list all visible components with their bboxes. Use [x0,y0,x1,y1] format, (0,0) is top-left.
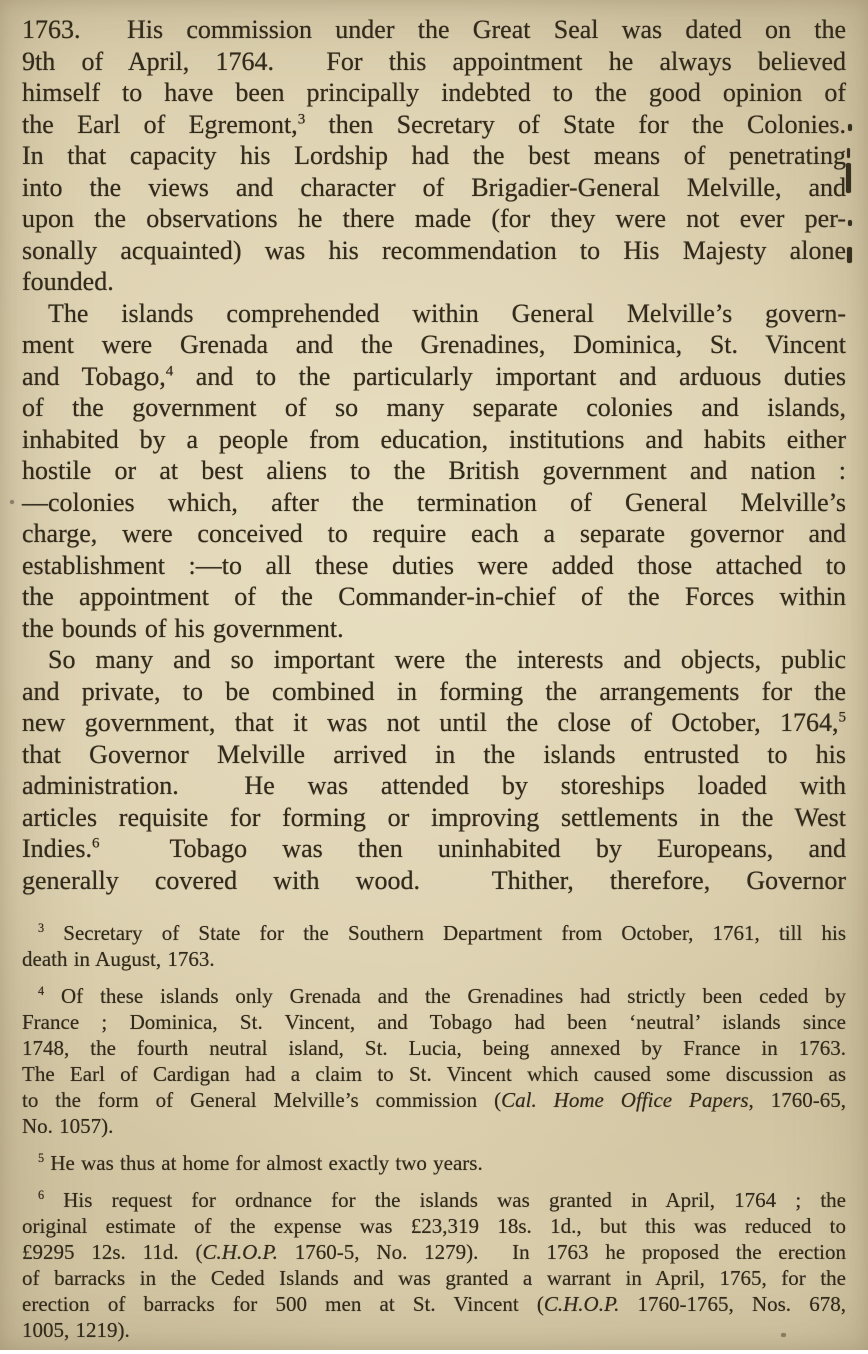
text-line [22,833,846,865]
footnote-line [22,1239,846,1265]
text-run: inhabited by a people from education, institutions and habits either [22,424,846,454]
footnote-line [22,1317,846,1343]
text-run: —colonies which, after the termination of General Melville’s [22,487,846,517]
ink-mark [847,247,852,263]
text-run: Indies. [22,834,93,863]
footnote-reference: 6 [92,835,100,852]
text-line [22,46,846,78]
footnote-reference: 4 [165,362,174,379]
footnote-line [22,920,846,946]
text-run: 1005, 1219). [22,1318,130,1342]
footnote-reference: 3 [38,921,45,935]
text-run: 1760-1765, Nos. 678, [619,1292,846,1316]
paragraph [22,644,846,896]
text-run: In that capacity his Lordship had the best means of penetrating [22,141,846,170]
footnotes [22,920,846,1354]
footnote-line [22,1213,846,1239]
text-run: and Tobago, [22,361,166,391]
text-run: 1748, the fourth neutral island, St. Lucia, being annexed by France in 1763. [22,1036,846,1060]
text-run: 1763. His commission under the Great Seal was dated on the [22,15,846,44]
text-line [22,392,846,424]
ink-mark [781,1333,786,1337]
ink-mark [10,500,14,504]
footnote [22,1150,846,1176]
text-run: £9295 12s. 11d. ( [22,1240,203,1264]
text-run: 9th of April, 1764. For this appointment he always believed [22,46,846,76]
text-run: establishment :—to all these duties were added those attached to [22,550,846,580]
text-line [22,487,846,519]
text-run: to the form of General Melville’s commission ( [22,1088,502,1112]
text-line [22,865,846,897]
text-line [22,14,846,46]
text-run: ment were Grenada and the Grenadines, Dominica, St. Vincent [22,330,846,359]
footnote-reference: 6 [38,1188,45,1202]
footnote [22,1187,846,1343]
footnote-line [22,1061,846,1087]
text-run: articles requisite for forming or improving settlements in the West [22,802,846,832]
text-run: and private, to be combined in forming the arrangements for the [22,676,846,706]
ink-mark [846,163,851,193]
footnote [22,920,846,972]
text-run: new government, that it was not until the close of October, 1764, [22,708,839,737]
text-run: the Earl of Egremont, [22,109,298,139]
text-run: upon the observations he there made (for they were not ever per- [22,204,846,233]
text-line [22,455,846,487]
text-line [22,550,846,582]
text-line [22,770,846,802]
text-run: charge, were conceived to require each a separate governor and [22,519,846,548]
text-line [22,235,846,267]
text-line [22,266,846,298]
text-line [22,77,846,109]
text-run: of barracks in the Ceded Islands and was granted a warrant in April, 1765, for the [22,1266,846,1290]
text-run: death in August, 1763. [22,947,215,971]
footnote-line [22,1291,846,1317]
text-run: that Governor Melville arrived in the islands entrusted to his [22,739,846,769]
text-run: , 1760-65, [748,1088,846,1112]
text-run: into the views and character of Brigadier-General Melville, and [22,172,846,202]
text-run: the bounds of his government. [22,613,344,643]
text-line [22,109,846,141]
text-line [22,518,846,550]
text-line [22,802,846,834]
footnote-line [22,1009,846,1035]
text-line [22,676,846,708]
text-run: So many and so important were the interests and objects, public [48,645,846,674]
text-run: The Earl of Cardigan had a claim to St. Vincent which caused some discussion as [22,1062,846,1086]
ink-mark [848,124,852,131]
footnote-reference: 4 [38,984,45,998]
text-run: original estimate of the expense was £23,319 18s. 1d., but this was reduced to [22,1214,846,1238]
text-run: administration. He was attended by storeships loaded with [22,771,846,800]
text-run: generally covered with wood. Thither, therefore, Governor [22,865,846,895]
text-run: then Secretary of State for the Colonies. [305,109,846,139]
italic-citation: Cal. Home Office Papers [501,1088,749,1112]
text-run: founded. [22,267,114,296]
text-run: The islands comprehended within General Melville’s govern- [48,298,846,328]
text-line [22,140,846,172]
italic-citation: C.H.O.P. [202,1240,278,1264]
paragraph [22,298,846,645]
ink-mark [848,220,852,226]
footnote-line [22,983,846,1009]
text-line [22,298,846,330]
text-run: Of these islands only Grenada and the Grenadines had strictly been ceded by [44,984,846,1008]
footnote-line [22,1087,846,1113]
text-run: No. 1057). [22,1114,114,1138]
paragraph [22,14,846,298]
footnote-line [22,1187,846,1213]
text-run: sonally acquainted) was his recommendation to His Majesty alone [22,235,846,265]
text-line [22,329,846,361]
text-line [22,361,846,393]
ink-mark [847,148,850,158]
text-line [22,203,846,235]
text-run: the appointment of the Commander-in-chief of the Forces within [22,582,846,611]
footnote-reference: 5 [38,1151,45,1165]
footnote-line [22,946,846,972]
text-line [22,739,846,771]
text-line [22,172,846,204]
footnote-reference: 3 [297,110,306,127]
footnote-line [22,1150,846,1176]
text-run: of the government of so many separate colonies and islands, [22,393,846,422]
text-line [22,644,846,676]
text-run: He was thus at home for almost exactly two years. [44,1151,483,1175]
text-run: Tobago was then uninhabited by Europeans, and [99,834,846,863]
text-line [22,707,846,739]
text-line [22,424,846,456]
text-run: and to the particularly important and arduous duties [173,361,846,391]
text-line [22,581,846,613]
footnote-line [22,1035,846,1061]
text-run: 1760-5, No. 1279). In 1763 he proposed the erection [277,1240,847,1264]
footnote [22,983,846,1139]
text-run: Secretary of State for the Southern Department from October, 1761, till his [44,921,846,945]
italic-citation: C.H.O.P. [543,1292,620,1316]
footnote-line [22,1113,846,1139]
body-text [22,14,846,896]
text-run: His request for ordnance for the islands was granted in April, 1764 ; the [44,1188,846,1212]
text-run: himself to have been principally indebted to the good opinion of [22,78,846,107]
text-run: hostile or at best aliens to the British government and nation : [22,456,846,485]
footnote-line [22,1265,846,1291]
text-run: France ; Dominica, St. Vincent, and Tobago had been ‘neutral’ islands since [22,1010,846,1034]
text-run: erection of barracks for 500 men at St. Vincent ( [22,1292,544,1316]
text-line [22,613,846,645]
footnote-reference: 5 [838,709,846,726]
